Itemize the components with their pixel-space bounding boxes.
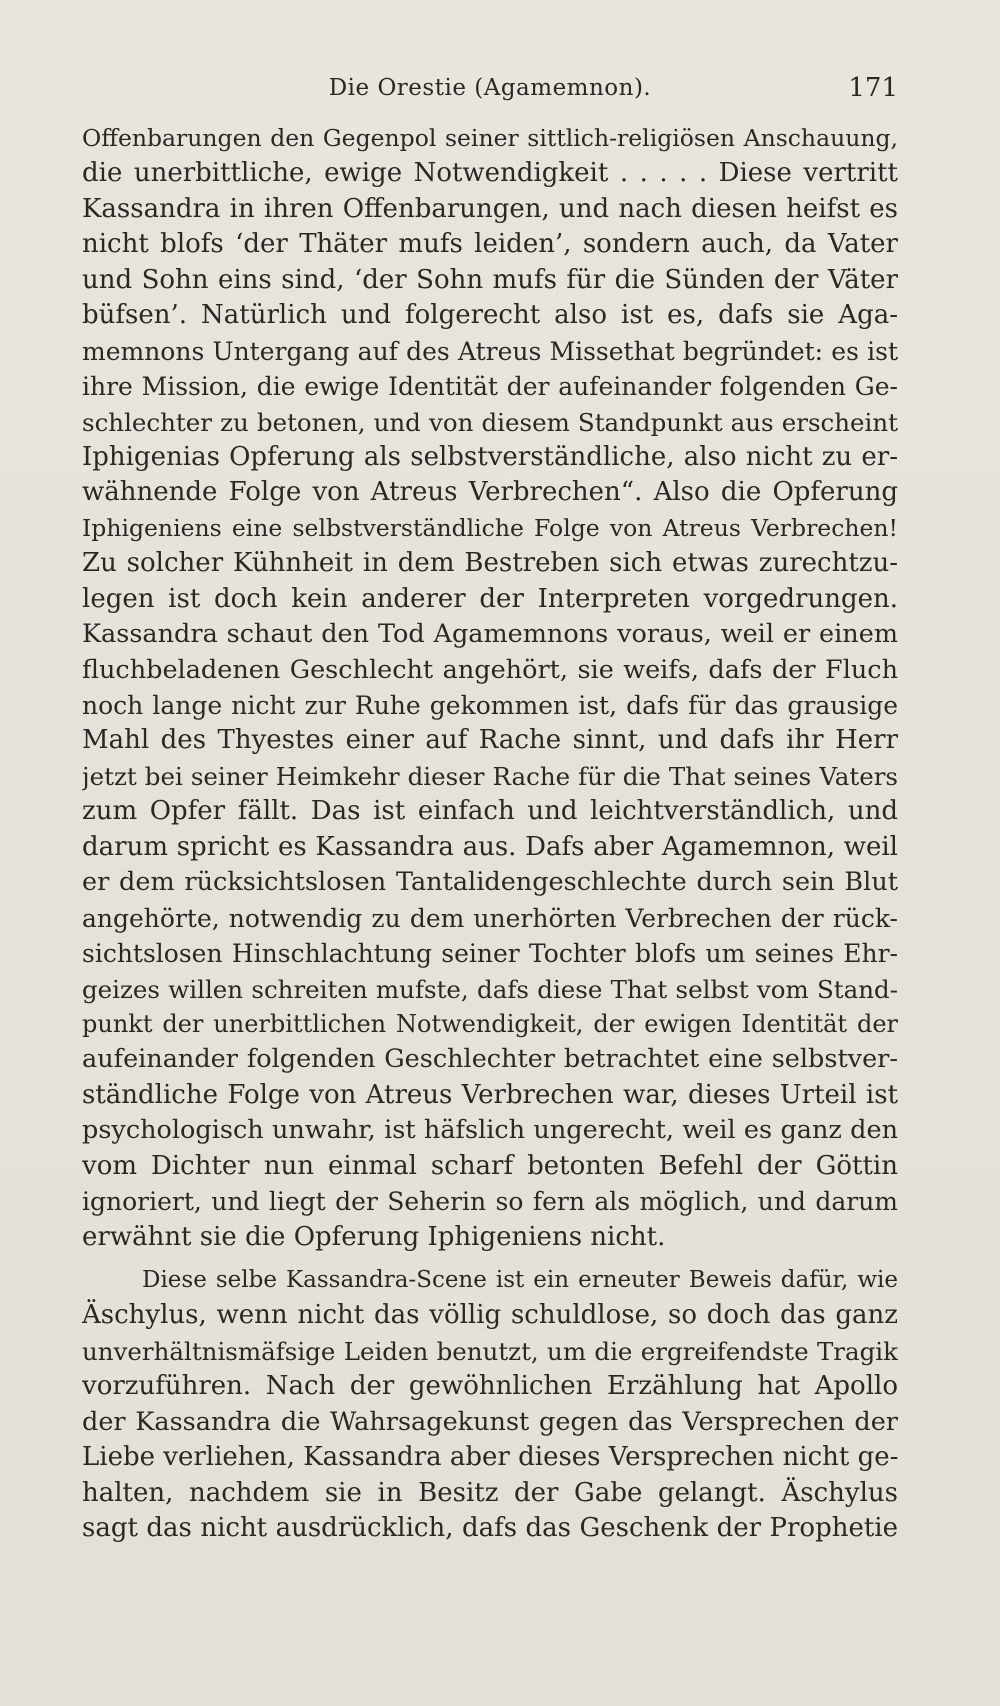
text-line: schlechter zu betonen, und von diesem Standpunkt aus erscheint: [82, 407, 898, 437]
text-line: jetzt bei seiner Heimkehr dieser Rache für die That seines Vaters: [82, 761, 898, 791]
text-line: fluchbeladenen Geschlecht angehört, sie weifs, dafs der Fluch: [82, 654, 898, 685]
text-line: Iphigenias Opferung als selbstverständliche, also nicht zu er-: [82, 441, 898, 472]
text-line: wähnende Folge von Atreus Verbrechen“. Also die Opferung: [82, 477, 898, 508]
text-line: Offenbarungen den Gegenpol seiner sittlich-religiösen Anschauung,: [82, 124, 898, 152]
text-line: Zu solcher Kühnheit in dem Bestreben sich etwas zurechtzu-: [82, 548, 898, 579]
text-line: sichtslosen Hinschlachtung seiner Tochter blofs um seines Ehr-: [82, 939, 898, 969]
text-line: Diese selbe Kassandra-Scene ist ein erneuter Beweis dafür, wie: [142, 1267, 898, 1293]
text-line: unverhältnismäfsige Leiden benutzt, um die ergreifendste Tragik: [82, 1336, 898, 1366]
running-title: Die Orestie (Agamemnon).: [328, 75, 652, 101]
text-line: memnons Untergang auf des Atreus Missethat begründet: es ist: [82, 336, 898, 366]
text-line: darum spricht es Kassandra aus. Dafs aber Agamemnon, weil: [82, 831, 898, 862]
text-line: Kassandra in ihren Offenbarungen, und nach diesen heifst es: [82, 193, 898, 224]
text-line: und Sohn eins sind, ‘der Sohn mufs für die Sünden der Väter: [82, 264, 898, 295]
text-line: die unerbittliche, ewige Notwendigkeit . . . . . Diese vertritt: [82, 158, 898, 189]
text-line: punkt der unerbittlichen Notwendigkeit, der ewigen Identität der: [82, 1009, 898, 1038]
text-line: Iphigeniens eine selbstverständliche Folge von Atreus Verbrechen!: [82, 513, 898, 542]
text-line: noch lange nicht zur Ruhe gekommen ist, dafs für das grausige: [82, 691, 898, 720]
text-line: aufeinander folgenden Geschlechter betrachtet eine selbstver-: [82, 1044, 898, 1075]
text-line: ihre Mission, die ewige Identität der aufeinander folgenden Ge-: [82, 372, 898, 402]
text-line: psychologisch unwahr, ist häfslich ungerecht, weil es ganz den: [82, 1115, 898, 1146]
paragraph-gap: [82, 1255, 898, 1263]
text-line: Äschylus, wenn nicht das völlig schuldlose, so doch das ganz: [82, 1300, 898, 1331]
text-line: legen ist doch kein anderer der Interpreten vorgedrungen.: [82, 583, 898, 614]
text-line: erwähnt sie die Opferung Iphigeniens nicht.: [82, 1221, 666, 1252]
text-line: nicht blofs ‘der Thäter mufs leiden’, sondern auch, da Vater: [82, 229, 898, 260]
text-line: sagt das nicht ausdrücklich, dafs das Geschenk der Prophetie: [82, 1513, 898, 1544]
text-line: vom Dichter nun einmal scharf betonten Befehl der Göttin: [82, 1150, 898, 1181]
text-line: vorzuführen. Nach der gewöhnlichen Erzählung hat Apollo: [82, 1371, 898, 1402]
text-line: angehörte, notwendig zu dem unerhörten Verbrechen der rück-: [82, 903, 898, 933]
text-line: der Kassandra die Wahrsagekunst gegen das Versprechen der: [82, 1406, 898, 1437]
text-line: geizes willen schreiten mufste, dafs diese That selbst vom Stand-: [82, 974, 898, 1004]
page-header: [82, 66, 898, 110]
page-number: 171: [848, 73, 898, 103]
text-line: ignoriert, und liegt der Seherin so fern als möglich, und darum: [82, 1187, 898, 1217]
body-text: [82, 121, 898, 1547]
text-line: Liebe verliehen, Kassandra aber dieses Versprechen nicht ge-: [82, 1442, 898, 1473]
text-line: er dem rücksichtslosen Tantalidengeschlechte durch sein Blut: [82, 867, 898, 898]
text-line: Kassandra schaut den Tod Agamemnons voraus, weil er einem: [82, 619, 898, 650]
text-line: zum Opfer fällt. Das ist einfach und leichtverständlich, und: [82, 796, 898, 827]
text-line: ständliche Folge von Atreus Verbrechen war, dieses Urteil ist: [82, 1079, 898, 1110]
text-line: halten, nachdem sie in Besitz der Gabe gelangt. Äschylus: [82, 1477, 898, 1508]
text-line: büfsen’. Natürlich und folgerecht also ist es, dafs sie Aga-: [82, 300, 898, 331]
text-line: Mahl des Thyestes einer auf Rache sinnt, und dafs ihr Herr: [82, 725, 898, 756]
